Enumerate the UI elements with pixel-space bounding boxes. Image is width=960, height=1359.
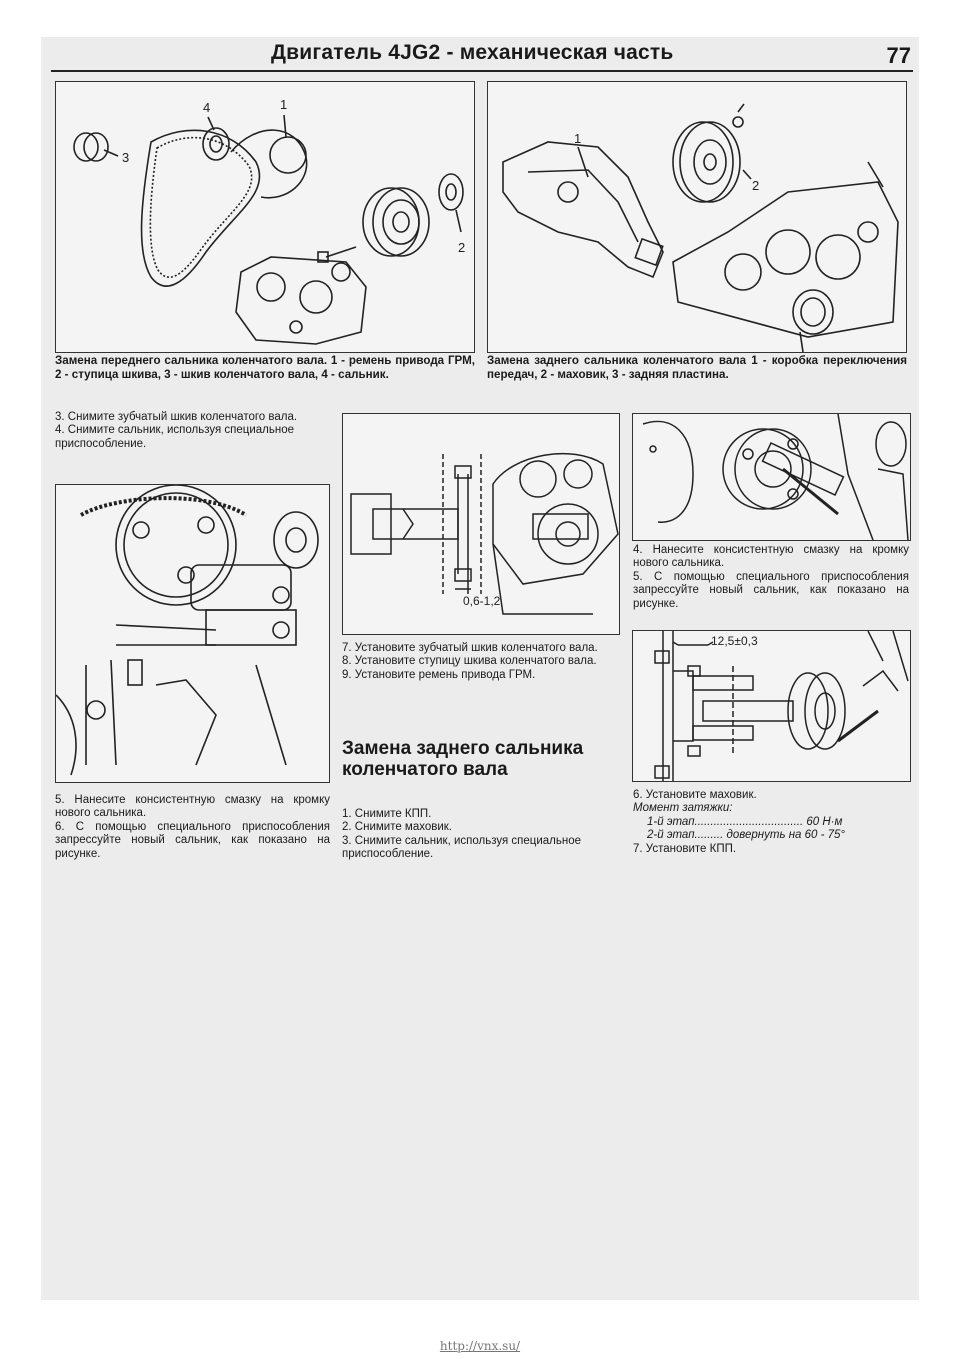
figure-front-caption: Замена переднего сальника коленчатого вала. 1 - ремень привода ГРМ, 2 - ступица шкива, 3 - шкив коленчатого вала, 4 - сальник. — [55, 354, 475, 381]
step-text: 6. Установите маховик. — [633, 789, 757, 801]
label-1: 1 — [280, 97, 288, 112]
flywheel-torque-drawing — [633, 631, 910, 781]
stage-value: 60 Н·м — [806, 815, 843, 828]
header-rule — [51, 70, 913, 72]
figure-rear-seal-press — [632, 413, 911, 541]
step-text: 9. Установите ремень привода ГРМ. — [342, 668, 536, 681]
col3-press-steps — [633, 544, 909, 611]
figure-seal-press-front — [55, 484, 330, 783]
torque-label: Момент затяжки: — [633, 802, 733, 815]
label-2: 2 — [752, 178, 760, 193]
col1-top-steps — [55, 411, 330, 451]
figure-flywheel-torque — [632, 630, 911, 782]
press-dimension: 12,5±0,3 — [711, 634, 758, 648]
col1-bottom-steps — [55, 794, 330, 861]
page-header — [41, 37, 919, 71]
step-text: 7. Установите зубчатый шкив коленчатого вала. — [342, 642, 598, 654]
col3-flywheel-steps — [633, 789, 917, 856]
page-title: Двигатель 4JG2 - механическая часть — [271, 41, 674, 64]
step-text: 8. Установите ступицу шкива коленчатого вала. — [342, 655, 597, 668]
stage-dots: .................................. — [694, 815, 804, 828]
label-3: 3 — [122, 150, 130, 165]
step-text: 3. Снимите сальник, используя специальное приспособление. — [342, 834, 582, 861]
stage-dots: ......... — [694, 829, 724, 842]
step-text: 4. Снимите сальник, используя специальное приспособление. — [55, 424, 295, 450]
seal-press-depth-drawing — [343, 414, 619, 634]
torque-stage-1 — [633, 816, 917, 829]
step-text: 5. Нанесите консистентную смазку на кромку нового сальника. — [55, 794, 330, 820]
footer-link[interactable]: http://vnx.su/ — [439, 1339, 521, 1353]
label-4: 4 — [203, 100, 211, 115]
seal-press-front-drawing — [56, 485, 329, 782]
figure-rear-caption: Замена заднего сальника коленчатого вала 1 - коробка переключения передач, 2 - маховик, 3 - задняя пластина. — [487, 354, 907, 381]
step-text: 4. Нанесите консистентную смазку на кромку нового сальника. — [633, 544, 909, 570]
stage-value: довернуть на 60 - 75° — [726, 829, 846, 842]
section-heading: Замена заднего сальника коленчатого вала — [342, 738, 584, 780]
page-number: 77 — [886, 43, 911, 68]
figure-seal-press-depth — [342, 413, 620, 635]
step-text: 3. Снимите зубчатый шкив коленчатого вала. — [55, 411, 298, 423]
stage-label: 1-й этап — [647, 815, 695, 828]
step-text: 6. С помощью специального приспособления запрессуйте новый сальник, как показано на рисунке. — [55, 820, 330, 860]
figure-front-seal — [55, 81, 475, 353]
stage-label: 2-й этап — [647, 829, 695, 842]
step-text: 2. Снимите маховик. — [342, 821, 453, 834]
step-text: 7. Установите КПП. — [633, 842, 737, 855]
torque-stage-2 — [633, 829, 917, 842]
label-2: 2 — [458, 240, 466, 255]
page-sheet — [41, 37, 919, 1300]
rear-seal-drawing — [488, 82, 906, 352]
label-1: 1 — [574, 131, 582, 146]
rear-seal-press-drawing — [633, 414, 910, 540]
col2-removal-steps — [342, 808, 618, 862]
depth-dimension: 0,6-1,2 — [463, 594, 501, 608]
col2-install-steps — [342, 642, 618, 682]
front-seal-drawing — [56, 82, 474, 352]
step-text: 1. Снимите КПП. — [342, 808, 432, 820]
figure-rear-seal — [487, 81, 907, 353]
step-text: 5. С помощью специального приспособления запрессуйте новый сальник, как показано на рисунке. — [633, 570, 909, 610]
